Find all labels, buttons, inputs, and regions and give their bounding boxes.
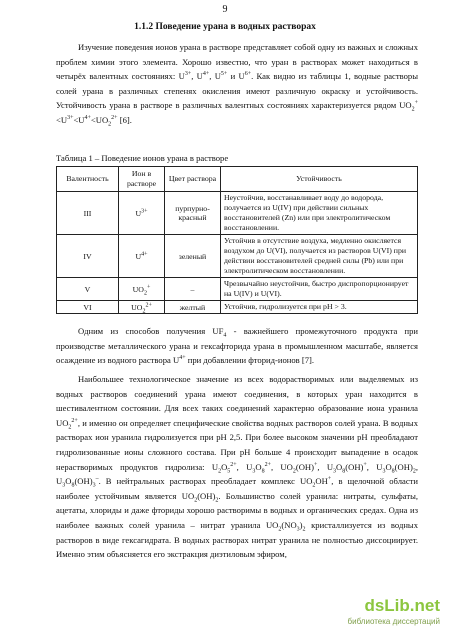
table-row (57, 192, 418, 235)
header-ion: Ион в растворе (119, 167, 165, 192)
cell-color: пурпурно-красный (165, 192, 221, 235)
cell-color: – (165, 278, 221, 301)
cell-color: желтый (165, 301, 221, 314)
section-heading: 1.1.2 Поведение урана в водных растворах (134, 22, 316, 32)
cell-ion: $U^{4+}$ (119, 235, 165, 278)
cell-stability: Устойчив, гидролизуется при pH > 3. (221, 301, 418, 314)
page-number: 9 (222, 4, 228, 15)
watermark-logo[interactable]: dsLib.net (364, 596, 440, 615)
cell-ion: $U^{3+}$ (119, 192, 165, 235)
cell-ion: $UO_2^{2+}$ (119, 301, 165, 314)
cell-valence: V (57, 278, 119, 301)
header-valence: Валентность (57, 167, 119, 192)
table-row (57, 278, 418, 301)
table-row (57, 235, 418, 278)
cell-stability: Неустойчив, восстанавливает воду до водорода, получается из U(IV) при действии сильных восстановителей (Zn) или при электролитическом восстановлении. (221, 192, 418, 235)
header-color: Цвет раствора (165, 167, 221, 192)
intro-paragraph: Изучение поведения ионов урана в растворе представляет собой одну из важных и сложных проблем химии этого элемента. Хорошо известно, что уран в растворах может находиться в четырёх валентных состояниях: $U^{3+}$, $U^{4+}$, $U^{5+}$ и $U^{6+}$. Как видно из таблицы 1, водные растворы солей урана в различных степенях окисления имеют различную окраску и устойчивость. Устойчивость урана в растворе в различных валентных состояниях характеризуется рядом $UO_2^+<U^{3+}<U^{4+}<UO_2^{2+}$ [6]. (56, 42, 418, 128)
cell-ion: $UO_2^+$ (119, 278, 165, 301)
watermark-subtitle: библиотека диссертаций (347, 617, 440, 626)
dslib-watermark[interactable] (320, 596, 440, 630)
cell-stability: Устойчив в отсутствие воздуха, медленно окисляется воздухом до U(VI), получается из растворов U(VI) при действии восстановителей средней силы (Pb) или при электролитическом восстановлении. (221, 235, 418, 278)
cell-valence: VI (57, 301, 119, 314)
uranium-ions-table (56, 166, 418, 314)
cell-color: зеленый (165, 235, 221, 278)
cell-valence: III (57, 192, 119, 235)
table-row (57, 301, 418, 314)
table-header-row (57, 167, 418, 192)
cell-valence: IV (57, 235, 119, 278)
uranyl-paragraph: Наибольшее технологическое значение из всех водорастворимых или выделяемых из водных растворов соединений урана имеют соединения, в которых уран находится в шестивалентном состоянии. Для всех таких соединений характерно образование иона уранила $UO_2^{2+}$, и именно он определяет специфические свойства водных растворов солей урана. В водных растворах ион уранила гидролизуется при pH 2,5. При более высоком значении pH преобладают гидролизованные ионы сложного состава. При pH больше 4 происходит выпадение в осадок нерастворимых продуктов гидролиза: $U_2O_5^{2+}$, $U_3O_8^{2+}$, $UO_2(OH)^+$, $U_3O_8(OH)^+$, $U_3O_8(OH)_2$, $U_3O_8(OH)_3^-$. В нейтральных растворах преобладает комплекс $UO_2OH^+$, в щелочной области наиболее устойчивым является $UO_2(OH)_2$. Большинство солей уранила: нитраты, сульфаты, ацетаты, хлориды и даже фториды хорошо растворимы в водных и органических средах. Одна из наиболее важных солей уранила – нитрат уранила $UO_2(NO_3)_2$ кристаллизуется из водных растворов в виде гексагидрата. В водных растворах нитрат уранила не полностью диссоциирует. Именно этим объясняется его экстракция диэтиловым эфиром, (56, 374, 419, 560)
table-caption: Таблица 1 – Поведение ионов урана в растворе (56, 153, 229, 163)
uf4-paragraph: Одним из способов получения $UF_4$ - важнейшего промежуточного продукта при производстве металлического урана и гексафторида урана в промышленном масштабе, является осаждение из водного раствора $U^{4+}$ при добавлении фторид-ионов [7]. (56, 326, 419, 366)
header-stability: Устойчивость (221, 167, 418, 192)
cell-stability: Чрезвычайно неустойчив, быстро диспропорционирует на U(IV) и U(VI). (221, 278, 418, 301)
